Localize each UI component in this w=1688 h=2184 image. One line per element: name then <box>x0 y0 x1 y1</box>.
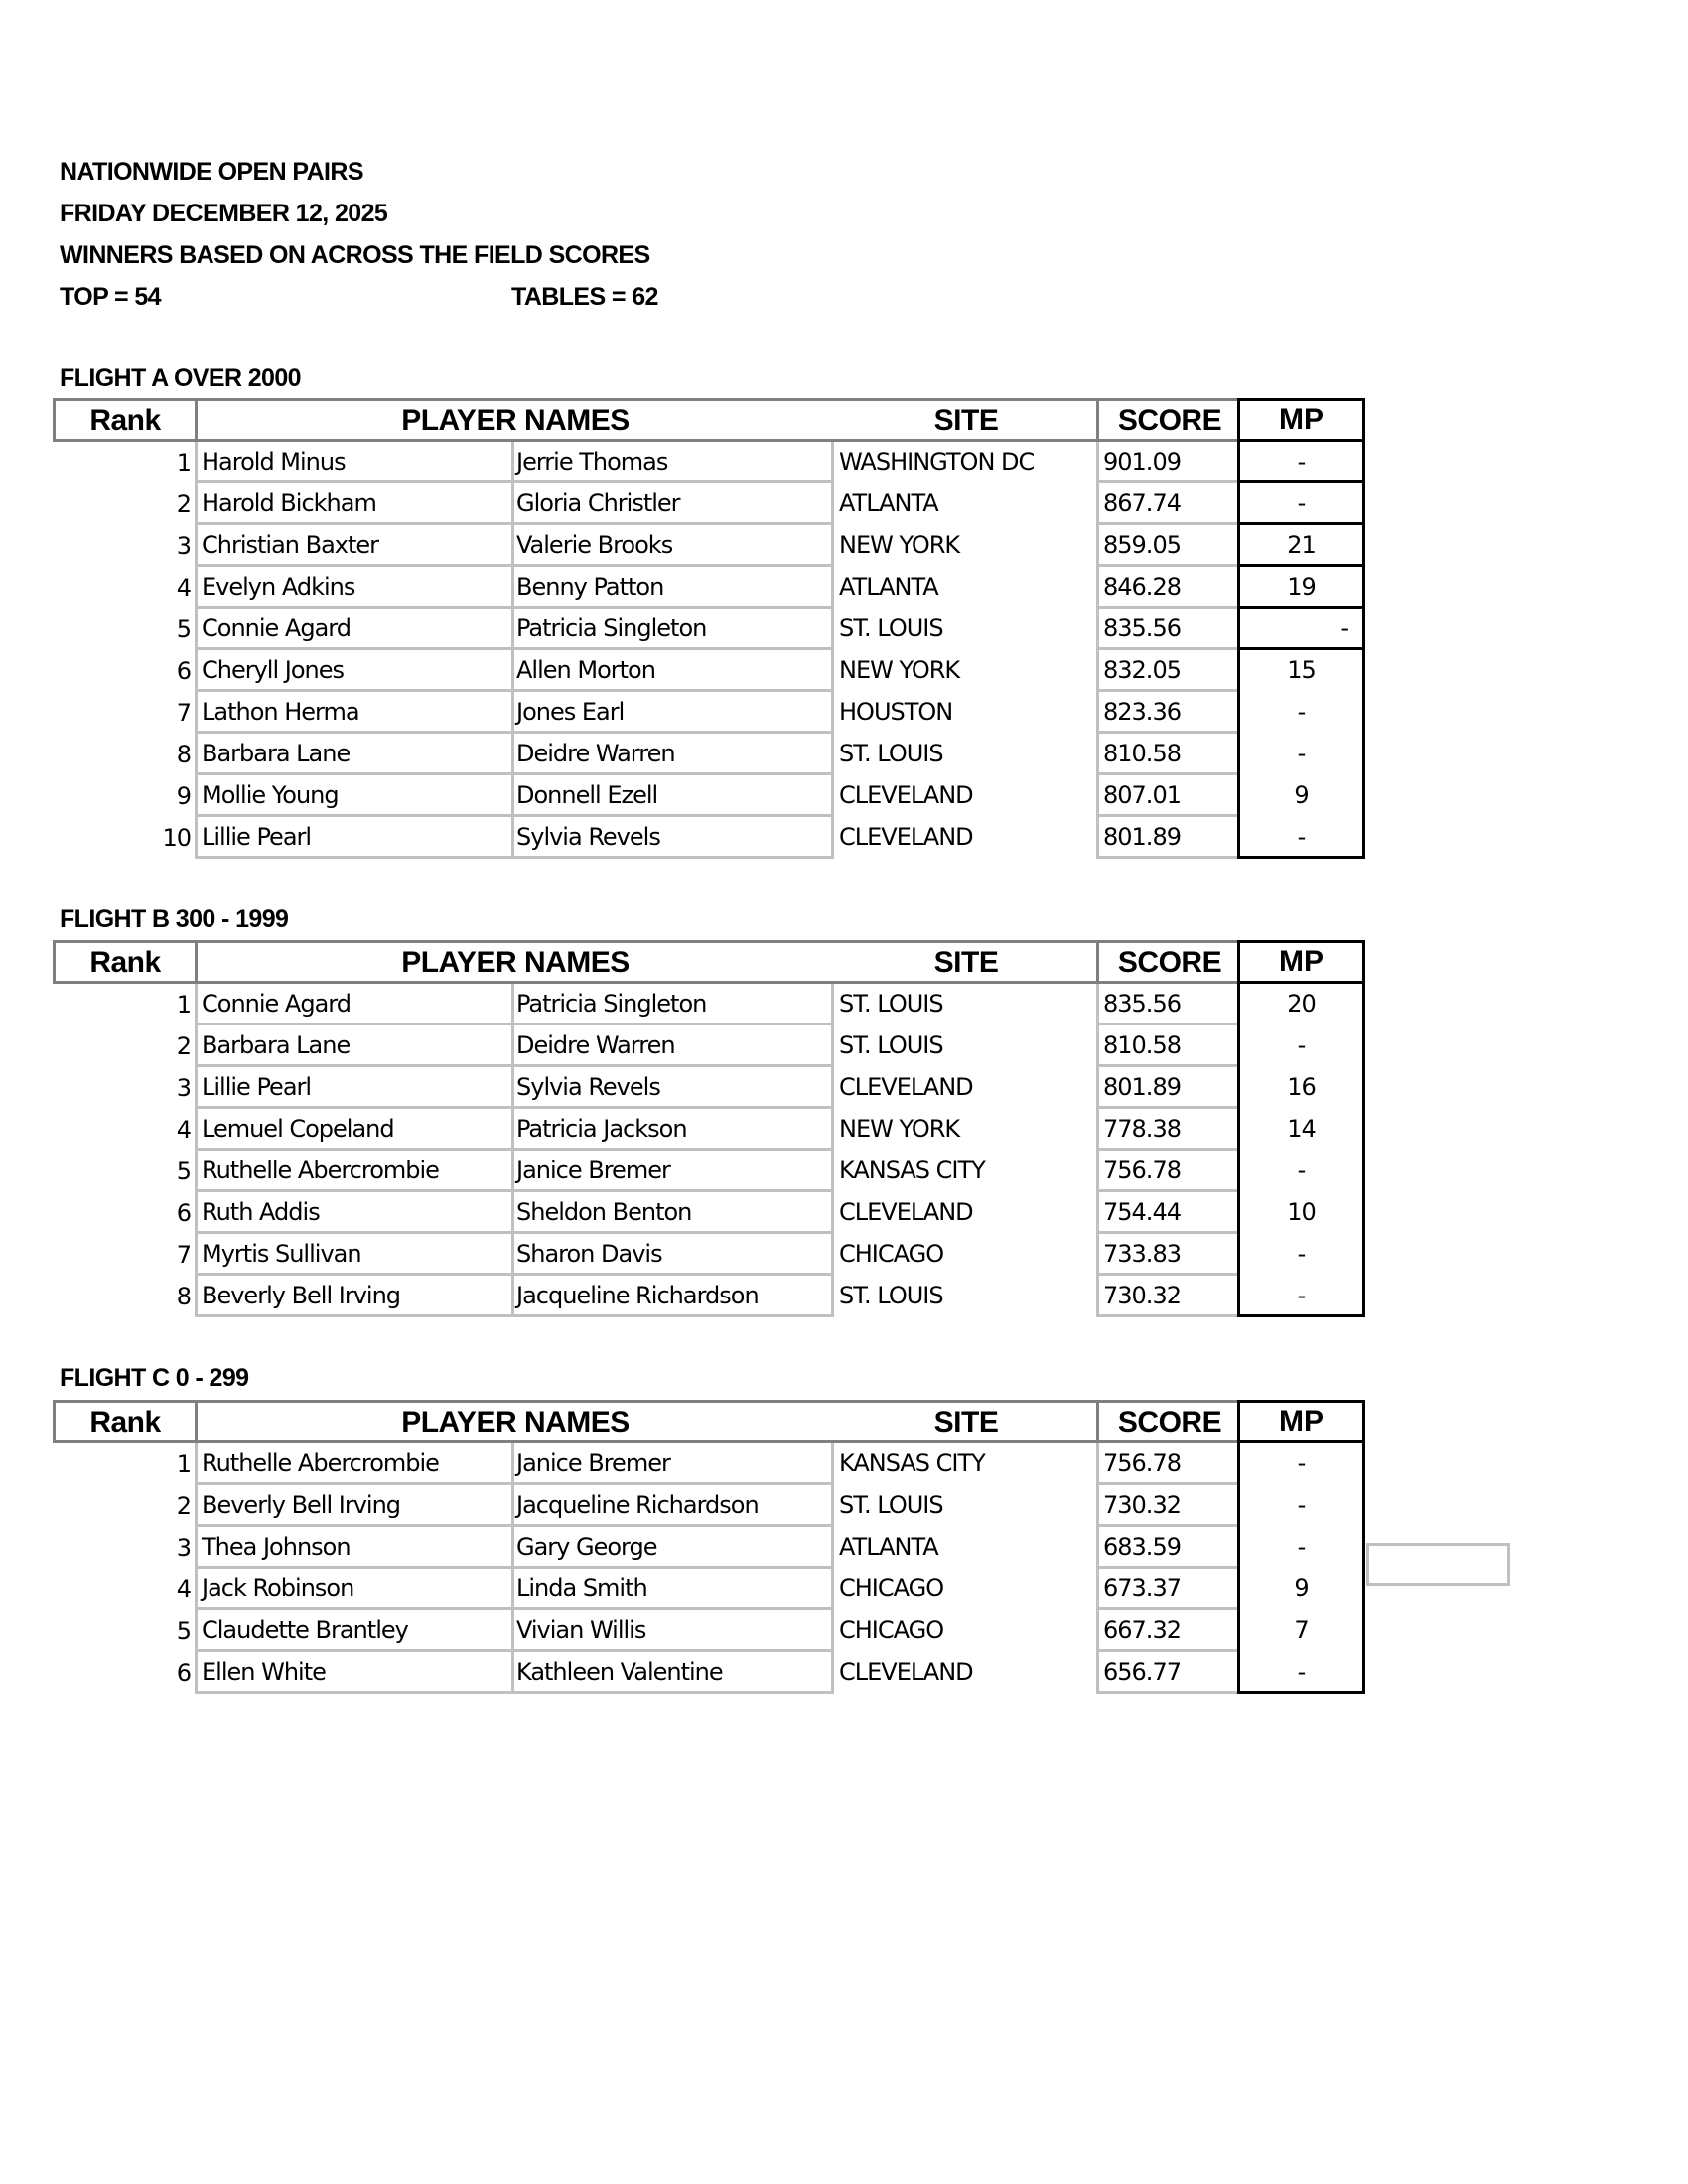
table-row <box>53 1234 1365 1276</box>
player2-cell: Sylvia Revels <box>511 817 834 859</box>
table-row <box>53 483 1365 525</box>
mp-cell: 9 <box>1237 1569 1365 1610</box>
score-cell: 667.32 <box>1096 1610 1237 1652</box>
player2-cell: Janice Bremer <box>511 1151 834 1192</box>
mp-cell: - <box>1237 734 1365 775</box>
score-cell: 807.01 <box>1096 775 1237 817</box>
col-header-rank: Rank <box>56 401 198 439</box>
mp-cell: 16 <box>1237 1067 1365 1109</box>
mp-cell: - <box>1237 692 1365 734</box>
player1-cell: Ruthelle Abercrombie <box>195 1443 514 1485</box>
score-cell: 835.56 <box>1096 984 1237 1025</box>
player2-cell: Kathleen Valentine <box>511 1652 834 1694</box>
score-cell: 683.59 <box>1096 1527 1237 1569</box>
player2-cell: Jerrie Thomas <box>511 442 834 483</box>
rank-cell: 1 <box>176 449 191 477</box>
col-header-player-names: PLAYER NAMES <box>401 946 630 979</box>
site-cell: ATLANTA <box>831 1527 1096 1569</box>
score-cell: 801.89 <box>1096 817 1237 859</box>
site-cell: CLEVELAND <box>831 817 1096 859</box>
mp-cell: - <box>1237 1151 1365 1192</box>
mp-cell: - <box>1237 442 1365 483</box>
col-header-score: SCORE <box>1096 943 1240 981</box>
site-cell: NEW YORK <box>831 525 1096 567</box>
table-row <box>53 817 1365 859</box>
rank-cell: 2 <box>176 490 191 518</box>
player1-cell: Harold Minus <box>195 442 514 483</box>
score-cell: 867.74 <box>1096 483 1237 525</box>
rank-cell: 10 <box>162 824 191 852</box>
site-cell: ST. LOUIS <box>831 984 1096 1025</box>
event-date: FRIDAY DECEMBER 12, 2025 <box>60 200 388 227</box>
site-cell: ST. LOUIS <box>831 609 1096 650</box>
rank-cell: 3 <box>176 1074 191 1102</box>
site-cell: KANSAS CITY <box>831 1443 1096 1485</box>
table-row <box>53 609 1365 650</box>
event-title: NATIONWIDE OPEN PAIRS <box>60 158 363 186</box>
col-header-site: SITE <box>933 404 999 437</box>
col-header-player-names: PLAYER NAMES <box>401 1406 630 1438</box>
player2-cell: Vivian Willis <box>511 1610 834 1652</box>
rank-cell: 5 <box>176 615 191 643</box>
table-row <box>53 1485 1365 1527</box>
rank-cell: 5 <box>176 1158 191 1185</box>
col-header-site: SITE <box>933 1406 999 1438</box>
mp-cell: - <box>1237 817 1365 859</box>
score-cell: 756.78 <box>1096 1443 1237 1485</box>
site-cell: NEW YORK <box>831 650 1096 692</box>
player1-cell: Lathon Herma <box>195 692 514 734</box>
table-row <box>53 1151 1365 1192</box>
tables-value: TABLES = 62 <box>511 283 658 311</box>
rank-cell: 4 <box>176 574 191 602</box>
flight-a-label: FLIGHT A OVER 2000 <box>60 364 301 392</box>
player2-cell: Gary George <box>511 1527 834 1569</box>
score-cell: 733.83 <box>1096 1234 1237 1276</box>
rank-cell: 3 <box>176 532 191 560</box>
rank-cell: 2 <box>176 1032 191 1060</box>
player2-cell: Jacqueline Richardson <box>511 1276 834 1317</box>
rank-cell: 6 <box>176 1199 191 1227</box>
player2-cell: Allen Morton <box>511 650 834 692</box>
site-cell: CLEVELAND <box>831 775 1096 817</box>
mp-cell: - <box>1237 1485 1365 1527</box>
table-row <box>53 1569 1365 1610</box>
col-header-score: SCORE <box>1096 1403 1240 1440</box>
rank-cell: 1 <box>176 1450 191 1478</box>
site-cell: CHICAGO <box>831 1569 1096 1610</box>
site-cell: ATLANTA <box>831 483 1096 525</box>
flight-c-table <box>53 1400 1365 1694</box>
site-cell: CLEVELAND <box>831 1652 1096 1694</box>
player1-cell: Claudette Brantley <box>195 1610 514 1652</box>
player1-cell: Barbara Lane <box>195 734 514 775</box>
col-header-rank: Rank <box>56 1403 198 1440</box>
rank-cell: 9 <box>176 782 191 810</box>
mp-cell: 19 <box>1237 567 1365 609</box>
score-cell: 810.58 <box>1096 1025 1237 1067</box>
col-header-player-names: PLAYER NAMES <box>401 404 630 437</box>
site-cell: ST. LOUIS <box>831 1025 1096 1067</box>
rank-cell: 8 <box>176 1283 191 1310</box>
player1-cell: Myrtis Sullivan <box>195 1234 514 1276</box>
score-cell: 832.05 <box>1096 650 1237 692</box>
player1-cell: Christian Baxter <box>195 525 514 567</box>
table-row <box>53 692 1365 734</box>
site-cell: ST. LOUIS <box>831 1276 1096 1317</box>
site-cell: ST. LOUIS <box>831 734 1096 775</box>
player1-cell: Connie Agard <box>195 984 514 1025</box>
site-cell: CHICAGO <box>831 1234 1096 1276</box>
rank-cell: 7 <box>176 1241 191 1269</box>
table-row <box>53 734 1365 775</box>
player1-cell: Cheryll Jones <box>195 650 514 692</box>
player1-cell: Lemuel Copeland <box>195 1109 514 1151</box>
empty-cell-box <box>1366 1543 1510 1586</box>
player1-cell: Beverly Bell Irving <box>195 1276 514 1317</box>
table-header <box>53 398 1237 442</box>
player2-cell: Deidre Warren <box>511 1025 834 1067</box>
score-cell: 730.32 <box>1096 1485 1237 1527</box>
table-row <box>53 1109 1365 1151</box>
rank-cell: 8 <box>176 741 191 768</box>
mp-cell: 7 <box>1237 1610 1365 1652</box>
mp-cell: 10 <box>1237 1192 1365 1234</box>
site-cell: NEW YORK <box>831 1109 1096 1151</box>
score-cell: 901.09 <box>1096 442 1237 483</box>
mp-cell: - <box>1237 609 1365 650</box>
score-cell: 656.77 <box>1096 1652 1237 1694</box>
table-row <box>53 567 1365 609</box>
player2-cell: Gloria Christler <box>511 483 834 525</box>
player1-cell: Evelyn Adkins <box>195 567 514 609</box>
player1-cell: Ellen White <box>195 1652 514 1694</box>
site-cell: ST. LOUIS <box>831 1485 1096 1527</box>
table-row <box>53 442 1365 483</box>
player2-cell: Patricia Singleton <box>511 984 834 1025</box>
col-header-rank: Rank <box>56 943 198 981</box>
player1-cell: Lillie Pearl <box>195 817 514 859</box>
rank-cell: 4 <box>176 1575 191 1603</box>
player1-cell: Harold Bickham <box>195 483 514 525</box>
mp-cell: - <box>1237 1443 1365 1485</box>
score-cell: 810.58 <box>1096 734 1237 775</box>
rank-cell: 7 <box>176 699 191 727</box>
table-row <box>53 1192 1365 1234</box>
player1-cell: Thea Johnson <box>195 1527 514 1569</box>
table-row <box>53 650 1365 692</box>
mp-cell: - <box>1237 1276 1365 1317</box>
rank-cell: 3 <box>176 1534 191 1562</box>
event-subtitle: WINNERS BASED ON ACROSS THE FIELD SCORES <box>60 241 650 269</box>
player2-cell: Valerie Brooks <box>511 525 834 567</box>
table-row <box>53 1067 1365 1109</box>
player2-cell: Deidre Warren <box>511 734 834 775</box>
table-row <box>53 1610 1365 1652</box>
player2-cell: Patricia Singleton <box>511 609 834 650</box>
score-cell: 673.37 <box>1096 1569 1237 1610</box>
rank-cell: 2 <box>176 1492 191 1520</box>
table-header <box>53 1400 1237 1443</box>
table-row <box>53 1527 1365 1569</box>
site-cell: WASHINGTON DC <box>831 442 1096 483</box>
mp-cell: - <box>1237 483 1365 525</box>
flight-b-label: FLIGHT B 300 - 1999 <box>60 905 289 933</box>
table-row <box>53 1443 1365 1485</box>
player2-cell: Janice Bremer <box>511 1443 834 1485</box>
score-cell: 835.56 <box>1096 609 1237 650</box>
player2-cell: Sharon Davis <box>511 1234 834 1276</box>
mp-cell: 9 <box>1237 775 1365 817</box>
table-row <box>53 775 1365 817</box>
player2-cell: Linda Smith <box>511 1569 834 1610</box>
score-cell: 801.89 <box>1096 1067 1237 1109</box>
site-cell: CLEVELAND <box>831 1067 1096 1109</box>
col-header-score: SCORE <box>1096 401 1240 439</box>
top-value: TOP = 54 <box>60 283 161 311</box>
mp-cell: 15 <box>1237 650 1365 692</box>
mp-cell: - <box>1237 1025 1365 1067</box>
player1-cell: Ruth Addis <box>195 1192 514 1234</box>
player2-cell: Jones Earl <box>511 692 834 734</box>
player2-cell: Patricia Jackson <box>511 1109 834 1151</box>
player1-cell: Barbara Lane <box>195 1025 514 1067</box>
score-cell: 846.28 <box>1096 567 1237 609</box>
mp-cell: - <box>1237 1234 1365 1276</box>
rank-cell: 5 <box>176 1617 191 1645</box>
score-cell: 778.38 <box>1096 1109 1237 1151</box>
player2-cell: Sylvia Revels <box>511 1067 834 1109</box>
table-row <box>53 1276 1365 1317</box>
mp-cell: - <box>1237 1652 1365 1694</box>
player2-cell: Benny Patton <box>511 567 834 609</box>
flight-a-table <box>53 398 1365 859</box>
table-header <box>53 940 1237 984</box>
rank-cell: 4 <box>176 1116 191 1144</box>
mp-cell: 20 <box>1237 984 1365 1025</box>
score-cell: 823.36 <box>1096 692 1237 734</box>
player1-cell: Mollie Young <box>195 775 514 817</box>
table-row <box>53 1025 1365 1067</box>
player1-cell: Jack Robinson <box>195 1569 514 1610</box>
flight-b-table <box>53 940 1365 1317</box>
mp-cell: 14 <box>1237 1109 1365 1151</box>
flight-c-label: FLIGHT C 0 - 299 <box>60 1364 249 1392</box>
site-cell: HOUSTON <box>831 692 1096 734</box>
col-header-mp: MP <box>1237 398 1365 442</box>
table-row <box>53 525 1365 567</box>
player2-cell: Sheldon Benton <box>511 1192 834 1234</box>
score-cell: 754.44 <box>1096 1192 1237 1234</box>
player1-cell: Beverly Bell Irving <box>195 1485 514 1527</box>
col-header-mp: MP <box>1237 1400 1365 1443</box>
col-header-site: SITE <box>933 946 999 979</box>
site-cell: CHICAGO <box>831 1610 1096 1652</box>
col-header-mp: MP <box>1237 940 1365 984</box>
player2-cell: Donnell Ezell <box>511 775 834 817</box>
rank-cell: 6 <box>176 657 191 685</box>
site-cell: CLEVELAND <box>831 1192 1096 1234</box>
table-row <box>53 1652 1365 1694</box>
site-cell: KANSAS CITY <box>831 1151 1096 1192</box>
mp-cell: 21 <box>1237 525 1365 567</box>
table-row <box>53 984 1365 1025</box>
score-cell: 756.78 <box>1096 1151 1237 1192</box>
player1-cell: Ruthelle Abercrombie <box>195 1151 514 1192</box>
mp-cell: - <box>1237 1527 1365 1569</box>
score-cell: 730.32 <box>1096 1276 1237 1317</box>
player1-cell: Connie Agard <box>195 609 514 650</box>
player2-cell: Jacqueline Richardson <box>511 1485 834 1527</box>
score-cell: 859.05 <box>1096 525 1237 567</box>
site-cell: ATLANTA <box>831 567 1096 609</box>
rank-cell: 1 <box>176 991 191 1019</box>
rank-cell: 6 <box>176 1659 191 1687</box>
player1-cell: Lillie Pearl <box>195 1067 514 1109</box>
